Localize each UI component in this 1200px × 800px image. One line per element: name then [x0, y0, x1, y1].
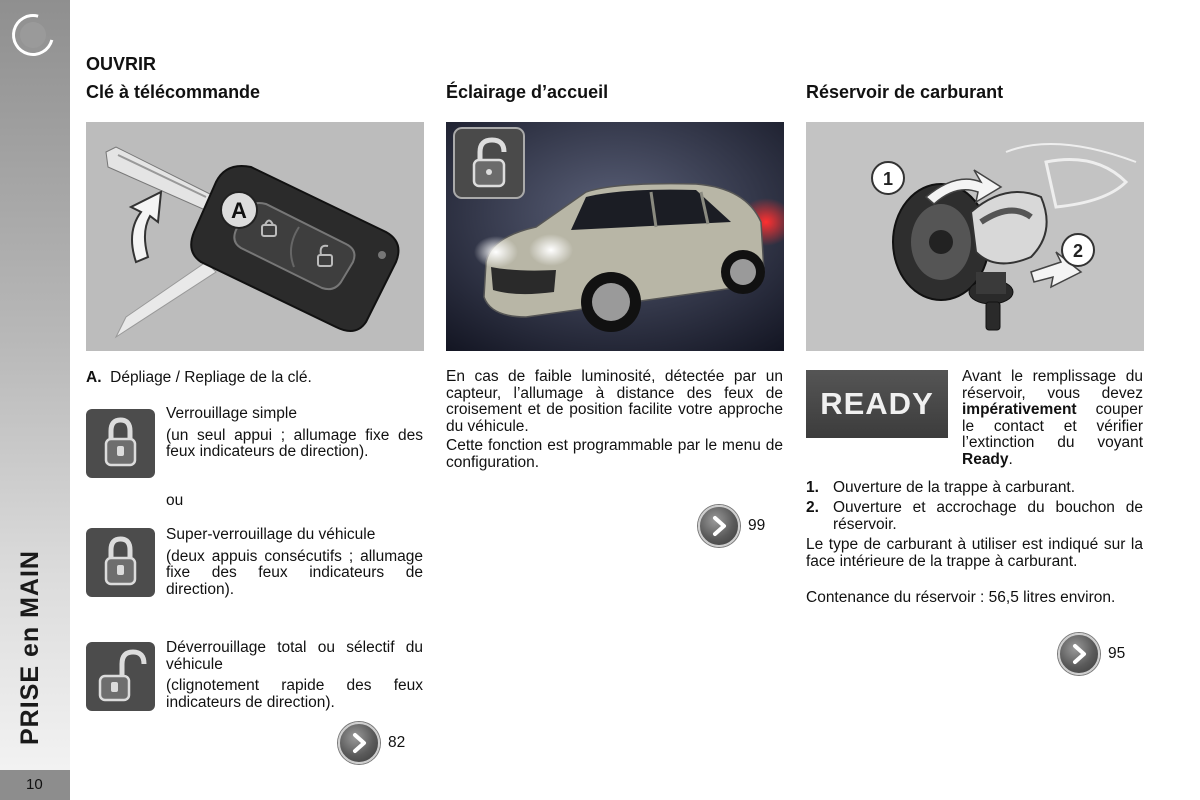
caption-letter: A.: [86, 369, 102, 386]
fuel-step-2: [806, 500, 1143, 533]
callout-1-label: 1: [882, 169, 894, 189]
unlock-title: Déverrouillage total ou sélectif du véhicule: [166, 639, 423, 673]
fuel-flap-image: [806, 122, 1144, 351]
chevron-right-icon: [698, 505, 740, 547]
step-number: 2.: [806, 499, 819, 516]
key-section-title: Clé à télécommande: [86, 82, 261, 102]
page-ref-number: 99: [748, 517, 766, 534]
page-number: 10: [0, 770, 70, 800]
page-ref-number: 95: [1108, 645, 1126, 662]
step-text: Ouverture de la trappe à carburant.: [832, 479, 1076, 496]
unlock-desc: (clignotement rapide des feux indicateurs de direction).: [166, 677, 423, 711]
step-number: 1.: [806, 479, 819, 496]
button-a-label: A: [231, 198, 247, 223]
fuel-intro: [962, 369, 1143, 468]
callout-2-label: 2: [1072, 241, 1084, 261]
chevron-right-icon: [1058, 633, 1100, 675]
fuel-paragraph-2: Contenance du réservoir : 56,5 litres environ.: [806, 589, 1116, 606]
key-caption: [86, 370, 424, 387]
lock-open-icon: [86, 642, 155, 711]
car-welcome-lighting-image: [446, 122, 784, 351]
chevron-right-icon: [338, 722, 380, 764]
fuel-step-1: [806, 480, 1143, 497]
super-lock-block: [166, 527, 423, 598]
fuel-intro-part1: Avant le remplissage du réservoir, vous devez: [962, 368, 1143, 402]
fuel-intro-part2: couper le contact et vérifier l’extinction du voyant: [962, 401, 1143, 451]
page-heading: OUVRIR: [86, 54, 157, 74]
or-text: ou: [166, 492, 184, 509]
super-lock-desc: (deux appuis consécutifs ; allumage fixe des feux indicateurs de direction).: [166, 547, 423, 598]
section-tab-title: PRISE en MAIN: [16, 550, 44, 745]
page-ref-95[interactable]: [1058, 633, 1125, 675]
page-ref-number: 82: [388, 734, 406, 751]
lock-simple-block: [166, 406, 423, 461]
fuel-intro-end: .: [1008, 450, 1013, 468]
super-lock-title: Super-verrouillage du véhicule: [166, 526, 376, 543]
ready-indicator: READY: [806, 370, 948, 438]
lighting-section-title: Éclairage d’accueil: [446, 82, 609, 102]
caption-text: Dépliage / Repliage de la clé.: [110, 369, 312, 386]
lock-double-icon: [86, 528, 155, 597]
fuel-intro-bold: impérativement: [962, 401, 1077, 418]
page-ref-99[interactable]: [698, 505, 765, 547]
unlock-block: [166, 640, 423, 711]
page-ref-82[interactable]: [338, 722, 405, 764]
lighting-paragraph-2: Cette fonction est programmable par le menu de configuration.: [446, 437, 783, 471]
step-text: Ouverture et accrochage du bouchon de réservoir.: [832, 499, 1143, 533]
fuel-section-title: Réservoir de carburant: [806, 82, 1004, 102]
lock-closed-icon: [86, 409, 155, 478]
remote-key-image: [86, 122, 424, 351]
fuel-intro-bold2: Ready: [962, 450, 1009, 468]
lock-simple-title: Verrouillage simple: [166, 405, 297, 422]
lock-simple-desc: (un seul appui ; allumage fixe des feux indicateurs de direction).: [166, 426, 423, 460]
fuel-paragraph-1: Le type de carburant à utiliser est indiqué sur la face intérieure de la trappe à carburant.: [806, 536, 1143, 570]
lighting-paragraph-1: En cas de faible luminosité, détectée par un capteur, l’allumage à distance des feux de croisement et de position facilite votre approche du véhicule.: [446, 368, 783, 435]
